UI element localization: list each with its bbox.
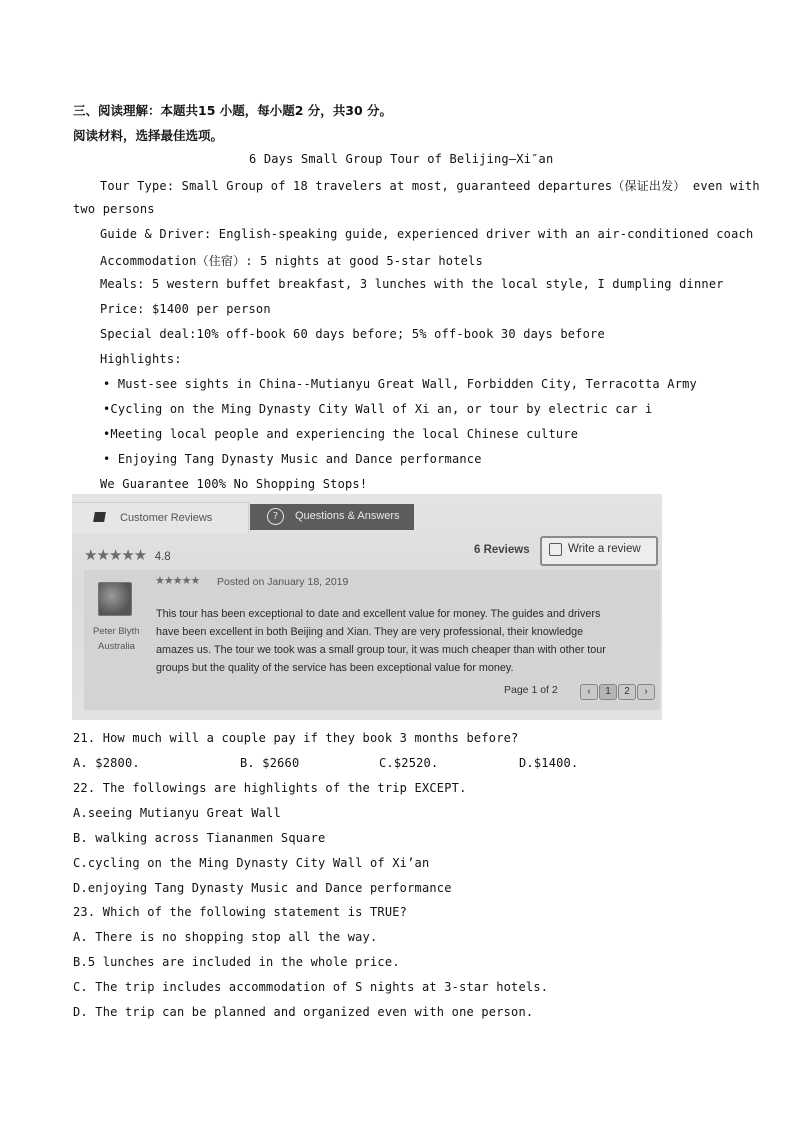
review-text-line: have been excellent in both Beijing and Xian. They are very professional, their knowledge [156,626,584,638]
highlight-item: • Must-see sights in China--Mutianyu Great Wall, Forbidden City, Terracotta Army [103,377,697,391]
question-21-option-b[interactable]: B. $2660 [240,756,300,770]
special-deal: Special deal:10% off-book 60 days before; 5% off-book 30 days before [100,327,605,341]
next-page-button[interactable]: › [637,684,655,700]
avatar [98,582,132,616]
review-card [84,570,660,710]
question-22-stem: 22. The followings are highlights of the trip EXCEPT. [73,781,467,795]
tab-customer-reviews[interactable] [72,502,249,533]
posted-date: Posted on January 18, 2019 [217,576,349,588]
section-heading: 三、阅读理解：本题共15 小题，每小题2 分，共30 分。 [73,103,393,118]
review-text-line: This tour has been exceptional to date and excellent value for money. The guides and drivers [156,608,601,620]
reviewer-country: Australia [98,641,135,652]
page-1-button[interactable]: 1 [599,684,617,700]
overall-rating [84,546,171,565]
highlight-item: • Enjoying Tang Dynasty Music and Dance performance [103,452,482,466]
accommodation: Accommodation（住宿）: 5 nights at good 5-star hotels [100,254,483,268]
write-review-button[interactable] [540,536,658,566]
review-widget [72,494,662,720]
question-22-option-a[interactable]: A.seeing Mutianyu Great Wall [73,806,281,820]
rating-value: 4.8 [154,551,171,563]
review-stars: ★★★★★ [155,574,200,587]
section-instruction: 阅读材料，选择最佳选项。 [73,128,224,143]
question-23-option-d[interactable]: D. The trip can be planned and organized even with one person. [73,1005,534,1019]
question-21-stem: 21. How much will a couple pay if they book 3 months before? [73,731,519,745]
highlight-item: •Meeting local people and experiencing the local Chinese culture [103,427,579,441]
highlight-item: •Cycling on the Ming Dynasty City Wall of Xi an, or tour by electric car i [103,402,653,416]
reviews-count[interactable]: 6 Reviews [474,544,530,556]
question-23-option-c[interactable]: C. The trip includes accommodation of S nights at 3-star hotels. [73,980,549,994]
page-2-button[interactable]: 2 [618,684,636,700]
tab-questions-answers[interactable] [250,504,414,530]
review-tab-bar [72,502,662,532]
question-21-option-a[interactable]: A. $2800. [73,756,140,770]
prev-page-button[interactable]: ‹ [580,684,598,700]
tour-type-line-1: Tour Type: Small Group of 18 travelers at most, guaranteed departures（保证出发） even with [100,179,760,193]
question-23-option-a[interactable]: A. There is no shopping stop all the way. [73,930,378,944]
tab-customer-reviews-label: Customer Reviews [120,512,213,524]
review-text-line: groups but the quality of the service has been exceptional value for money. [156,662,514,674]
document-icon [93,512,106,522]
price: Price: $1400 per person [100,302,271,316]
rating-stars: ★★★★★ [84,546,147,564]
question-23-stem: 23. Which of the following statement is TRUE? [73,905,408,919]
tab-questions-answers-label: Questions & Answers [295,510,400,522]
question-22-option-d[interactable]: D.enjoying Tang Dynasty Music and Dance performance [73,881,452,895]
highlights-label: Highlights: [100,352,182,366]
passage-title: 6 Days Small Group Tour of Belijing—Xi″an [249,152,554,166]
tour-type-line-2: two persons [73,202,155,216]
guarantee: We Guarantee 100% No Shopping Stops! [100,477,368,491]
question-22-option-b[interactable]: B. walking across Tiananmen Square [73,831,326,845]
question-21-option-d[interactable]: D.$1400. [519,756,579,770]
question-23-option-b[interactable]: B.5 lunches are included in the whole price. [73,955,400,969]
write-review-label: Write a review [568,543,641,555]
help-icon: ? [267,508,284,525]
question-21-option-c[interactable]: C.$2520. [379,756,439,770]
edit-icon [549,543,562,556]
meals: Meals: 5 western buffet breakfast, 3 lunches with the local style, I dumpling dinner [100,277,724,291]
reviewer-name: Peter Blyth [93,626,140,637]
guide-driver: Guide & Driver: English-speaking guide, experienced driver with an air-conditioned coach [100,227,754,241]
question-22-option-c[interactable]: C.cycling on the Ming Dynasty City Wall of Xi’an [73,856,430,870]
review-text-line: amazes us. The tour we took was a small group tour, it was much cheaper than with other tour [156,644,606,656]
page-indicator: Page 1 of 2 [504,684,558,696]
